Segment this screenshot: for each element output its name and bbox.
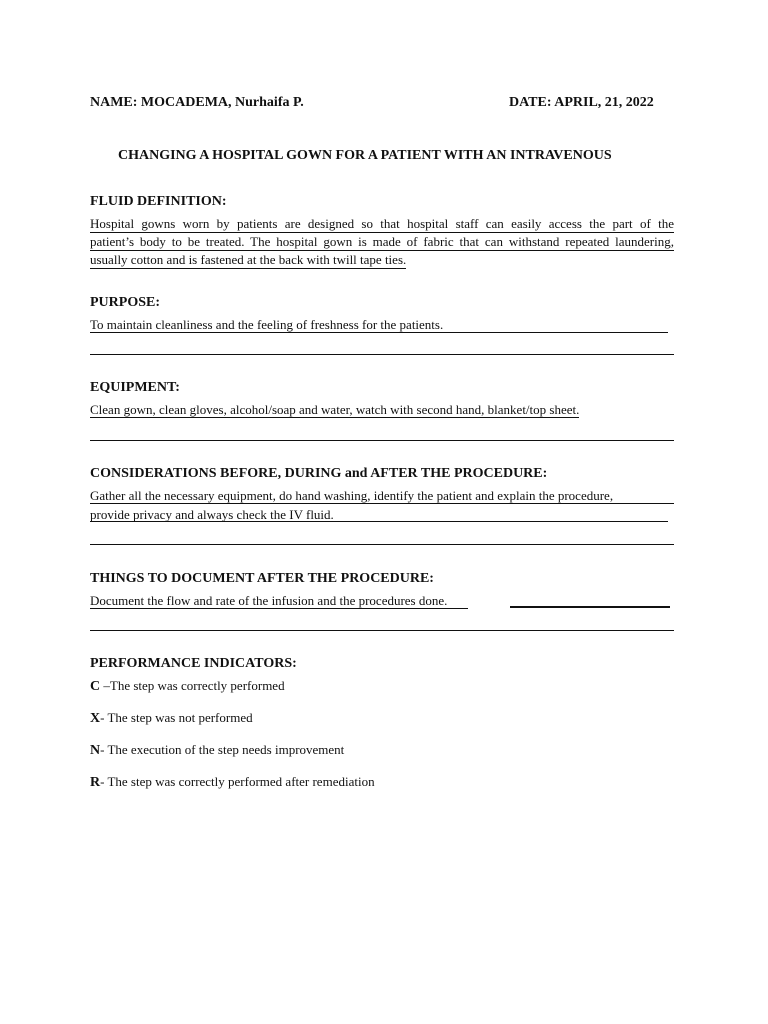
indicator-code: R xyxy=(90,775,101,790)
fluid-definition-heading: FLUID DEFINITION: xyxy=(90,194,227,209)
purpose-heading: PURPOSE: xyxy=(90,295,160,310)
fluid-definition-line-3: usually cotton and is fastened at the back with twill tape ties. xyxy=(90,252,407,267)
document-text: Document the flow and rate of the infusion and the procedures done. xyxy=(90,593,448,608)
document-blank-line xyxy=(510,606,670,608)
indicator-code: X xyxy=(90,711,101,726)
considerations-underline-1 xyxy=(90,503,674,504)
performance-heading: PERFORMANCE INDICATORS: xyxy=(90,656,297,671)
document-underline-1 xyxy=(90,608,468,609)
date: DATE: APRIL, 21, 2022 xyxy=(509,95,654,110)
page-title: CHANGING A HOSPITAL GOWN FOR A PATIENT WITH AN INTRAVENOUS xyxy=(118,148,612,163)
equipment-text: Clean gown, clean gloves, alcohol/soap and water, watch with second hand, blanket/top sheet. xyxy=(90,402,580,417)
fluid-definition-line-1: Hospital gowns worn by patients are designed so that hospital staff can easily access the part of the xyxy=(90,216,674,231)
indicator-r xyxy=(90,773,375,792)
considerations-heading: CONSIDERATIONS BEFORE, DURING and AFTER THE PROCEDURE: xyxy=(90,466,548,481)
indicator-text: –The step was correctly performed xyxy=(100,678,285,693)
indicator-code: C xyxy=(90,679,101,694)
indicator-n xyxy=(90,741,344,760)
indicator-x xyxy=(90,709,253,728)
purpose-underline-1 xyxy=(90,332,668,333)
document-underline-2 xyxy=(90,630,674,631)
fluid-definition-line-2: patient’s body to be treated. The hospital gown is made of fabric that can withstand repeated laundering, xyxy=(90,234,674,249)
considerations-underline-2 xyxy=(90,521,668,522)
considerations-underline-3 xyxy=(90,544,674,545)
indicator-code: N xyxy=(90,743,101,758)
indicator-c xyxy=(90,677,285,696)
purpose-underline-2 xyxy=(90,354,674,355)
purpose-text: To maintain cleanliness and the feeling of freshness for the patients. xyxy=(90,317,444,332)
equipment-underline xyxy=(90,440,674,441)
indicator-text: - The step was not performed xyxy=(100,710,253,725)
considerations-line-1: Gather all the necessary equipment, do hand washing, identify the patient and explain the procedure, xyxy=(90,488,614,503)
indicator-text: - The step was correctly performed after remediation xyxy=(100,774,375,789)
student-name: NAME: MOCADEMA, Nurhaifa P. xyxy=(90,95,304,110)
considerations-line-2: provide privacy and always check the IV fluid. xyxy=(90,507,334,522)
indicator-text: - The execution of the step needs improvement xyxy=(100,742,345,757)
document-heading: THINGS TO DOCUMENT AFTER THE PROCEDURE: xyxy=(90,571,434,586)
equipment-heading: EQUIPMENT: xyxy=(90,380,180,395)
